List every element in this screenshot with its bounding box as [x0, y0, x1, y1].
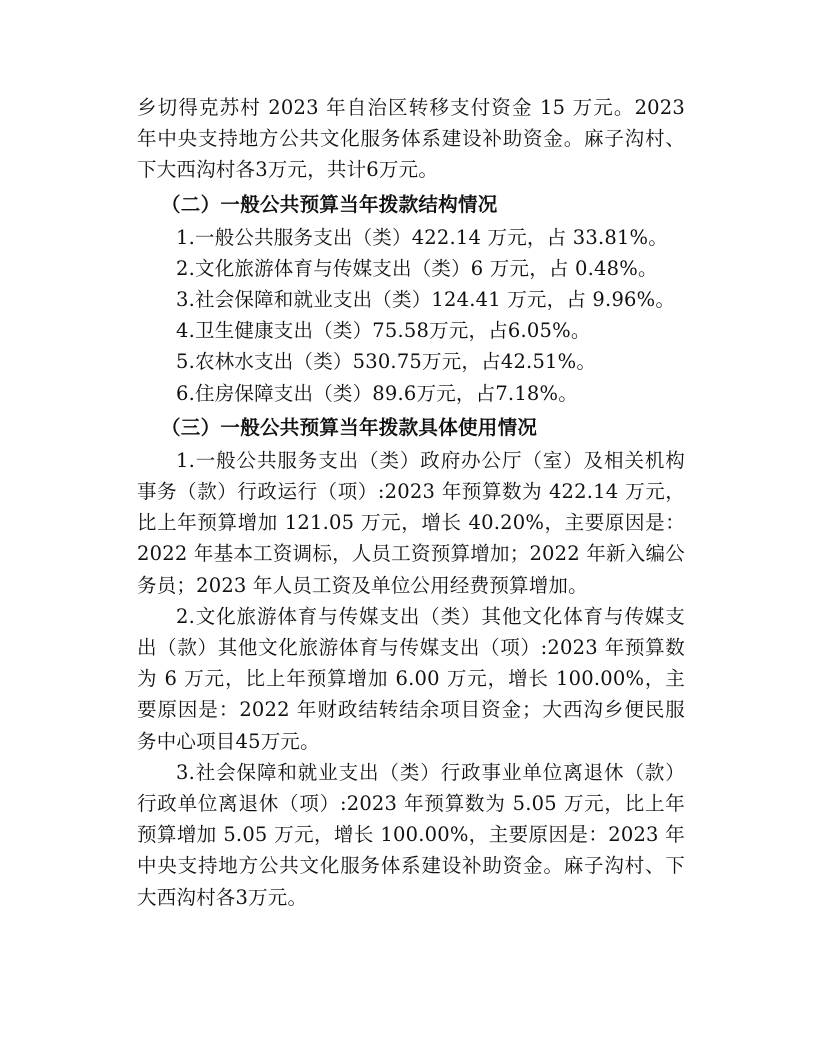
intro-paragraph: 乡切得克苏村 2023 年自治区转移支付资金 15 万元。2023 年中央支持地方公共文化服务体系建设补助资金。麻子沟村、下大西沟村各3万元，共计6万元。 — [137, 96, 685, 182]
section-two-item-4: 4.卫生健康支出（类）75.58万元，占6.05%。 — [176, 319, 591, 343]
section-two-item-2: 2.文化旅游体育与传媒支出（类）6 万元，占 0.48%。 — [176, 256, 658, 280]
section-two-item-1: 1.一般公共服务支出（类）422.14 万元，占 33.81%。 — [176, 225, 668, 249]
section-three-item-3: 3.社会保障和就业支出（类）行政事业单位离退休（款）行政单位离退休（项）:2023 年预算数为 5.05 万元，比上年预算增加 5.05 万元，增长 100.00%，主要原因是：2023 年中央支持地方公共文化服务体系建设补助资金。麻子沟村、下大西沟村各3万元。 — [137, 760, 685, 909]
document-body — [137, 92, 685, 913]
section-two-item-3: 3.社会保障和就业支出（类）124.41 万元，占 9.96%。 — [176, 288, 676, 312]
section-two-item-5: 5.农林水支出（类）530.75万元，占42.51%。 — [176, 350, 597, 374]
section-two-item-6: 6.住房保障支出（类）89.6万元，占7.18%。 — [176, 381, 578, 405]
section-three-heading: （三）一般公共预算当年拨款具体使用情况 — [161, 415, 538, 439]
section-three-item-2: 2.文化旅游体育与传媒支出（类）其他文化体育与传媒支出（款）其他文化旅游体育与传媒支出（项）:2023 年预算数为 6 万元，比上年预算增加 6.00 万元，增长 100.00%，主要原因是：2022 年财政结转结余项目资金；大西沟乡便民服务中心项目45万元。 — [137, 604, 685, 753]
section-three-item-1: 1.一般公共服务支出（类）政府办公厅（室）及相关机构事务（款）行政运行（项）:2023 年预算数为 422.14 万元，比上年预算增加 121.05 万元，增长 40.20%，主要原因是：2022 年基本工资调标，人员工资预算增加；2022 年新入编公务员；2023 年人员工资及单位公用经费预算增加。 — [137, 448, 685, 597]
section-two-heading: （二）一般公共预算当年拨款结构情况 — [161, 192, 498, 216]
